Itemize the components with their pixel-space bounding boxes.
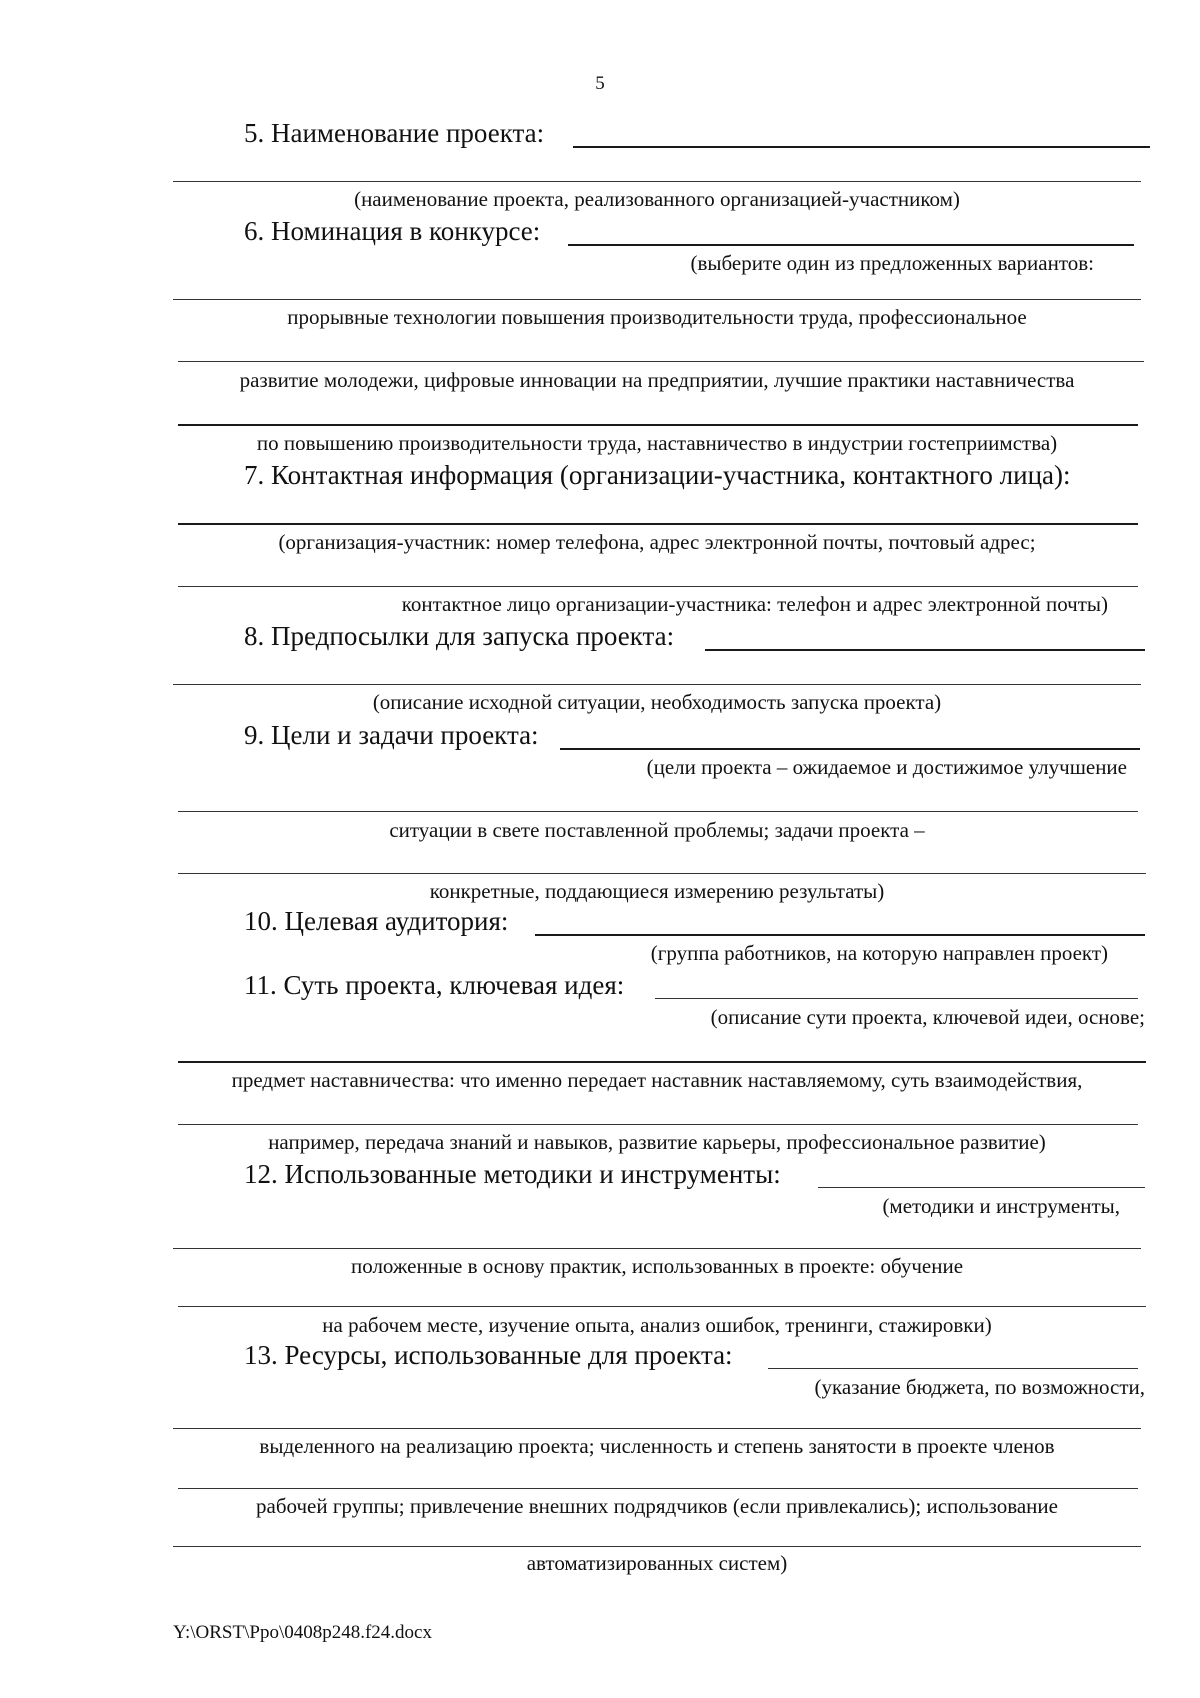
item-7-line-1 xyxy=(178,523,1138,525)
item-9-hint-1: (цели проекта – ожидаемое и достижимое улучшение xyxy=(646,755,1127,779)
item-7-hint-1: (организация-участник: номер телефона, адрес электронной почты, почтовый адрес; xyxy=(278,530,1036,554)
item-12-hint-1: (методики и инструменты, xyxy=(882,1194,1120,1218)
item-12-fill-line xyxy=(818,1187,1145,1188)
item-6-hint-4: по повышению производительности труда, наставничество в индустрии гостеприимства) xyxy=(256,431,1058,455)
item-10-hint: (группа работников, на которую направлен проект) xyxy=(650,941,1108,965)
item-12-line-2 xyxy=(173,1248,1141,1249)
item-6-line-3 xyxy=(178,361,1144,362)
item-11-fill-line xyxy=(655,998,1138,999)
item-13-line-4 xyxy=(173,1546,1141,1547)
item-9-hint-2: ситуации в свете поставленной проблемы; задачи проекта – xyxy=(389,818,925,842)
item-7-label: 7. Контактная информация (организации-участника, контактного лица): xyxy=(244,460,1071,490)
item-9-fill-line xyxy=(560,748,1140,750)
page-number: 5 xyxy=(595,73,605,94)
item-13-hint-4: автоматизированных систем) xyxy=(526,1551,788,1575)
item-13-label: 13. Ресурсы, использованные для проекта: xyxy=(244,1340,733,1370)
item-11-line-2 xyxy=(178,1061,1146,1063)
item-11-hint-2: предмет наставничества: что именно передает наставник наставляемому, суть взаимодействия, xyxy=(231,1068,1083,1092)
item-5-fill-line xyxy=(573,146,1150,148)
item-6-line-4 xyxy=(178,424,1138,426)
item-9-hint-3: конкретные, поддающиеся измерению результаты) xyxy=(429,879,885,903)
item-5-hint: (наименование проекта, реализованного организацией-участником) xyxy=(354,187,960,211)
item-11-hint-1: (описание сути проекта, ключевой идеи, основе; xyxy=(710,1005,1145,1029)
item-9-label: 9. Цели и задачи проекта: xyxy=(244,720,539,750)
item-9-line-3 xyxy=(178,873,1146,874)
item-7-line-2 xyxy=(178,586,1138,587)
item-13-hint-2: выделенного на реализацию проекта; численность и степень занятости в проекте членов xyxy=(259,1434,1055,1458)
item-8-label: 8. Предпосылки для запуска проекта: xyxy=(244,621,675,651)
item-13-line-3 xyxy=(178,1488,1138,1489)
item-13-hint-3: рабочей группы; привлечение внешних подрядчиков (если привлекались); использование xyxy=(256,1494,1058,1518)
item-12-hint-3: на рабочем месте, изучение опыта, анализ ошибок, тренинги, стажировки) xyxy=(322,1313,992,1337)
item-6-hint-2: прорывные технологии повышения производительности труда, профессиональное xyxy=(287,305,1027,329)
item-8-hint: (описание исходной ситуации, необходимость запуска проекта) xyxy=(372,690,942,714)
item-5-label: 5. Наименование проекта: xyxy=(244,118,545,148)
item-12-line-3 xyxy=(178,1306,1146,1307)
item-6-label: 6. Номинация в конкурсе: xyxy=(244,216,541,246)
item-5-line-2 xyxy=(173,181,1141,182)
item-8-line-2 xyxy=(173,684,1141,685)
item-6-hint-3: развитие молодежи, цифровые инновации на предприятии, лучшие практики наставничества xyxy=(239,368,1075,392)
item-13-line-2 xyxy=(173,1428,1141,1429)
item-9-line-2 xyxy=(178,811,1138,812)
item-7-hint-2: контактное лицо организации-участника: телефон и адрес электронной почты) xyxy=(401,592,1108,616)
item-10-fill-line xyxy=(535,934,1145,936)
item-11-line-3 xyxy=(178,1124,1138,1125)
item-11-label: 11. Суть проекта, ключевая идея: xyxy=(244,970,625,1000)
item-13-fill-line xyxy=(768,1368,1138,1369)
item-6-fill-line xyxy=(568,244,1134,246)
item-12-label: 12. Использованные методики и инструменты: xyxy=(244,1159,781,1189)
item-11-hint-3: например, передача знаний и навыков, развитие карьеры, профессиональное развитие) xyxy=(268,1130,1046,1154)
footer-file-path: Y:\ORST\Ppo\0408p248.f24.docx xyxy=(173,1622,432,1643)
item-13-hint-1: (указание бюджета, по возможности, xyxy=(814,1375,1145,1399)
item-6-hint-1: (выберите один из предложенных вариантов: xyxy=(690,251,1094,275)
item-12-hint-2: положенные в основу практик, использованных в проекте: обучение xyxy=(350,1254,964,1278)
item-6-line-2 xyxy=(173,299,1141,300)
item-8-fill-line xyxy=(705,649,1145,651)
item-10-label: 10. Целевая аудитория: xyxy=(244,906,509,936)
